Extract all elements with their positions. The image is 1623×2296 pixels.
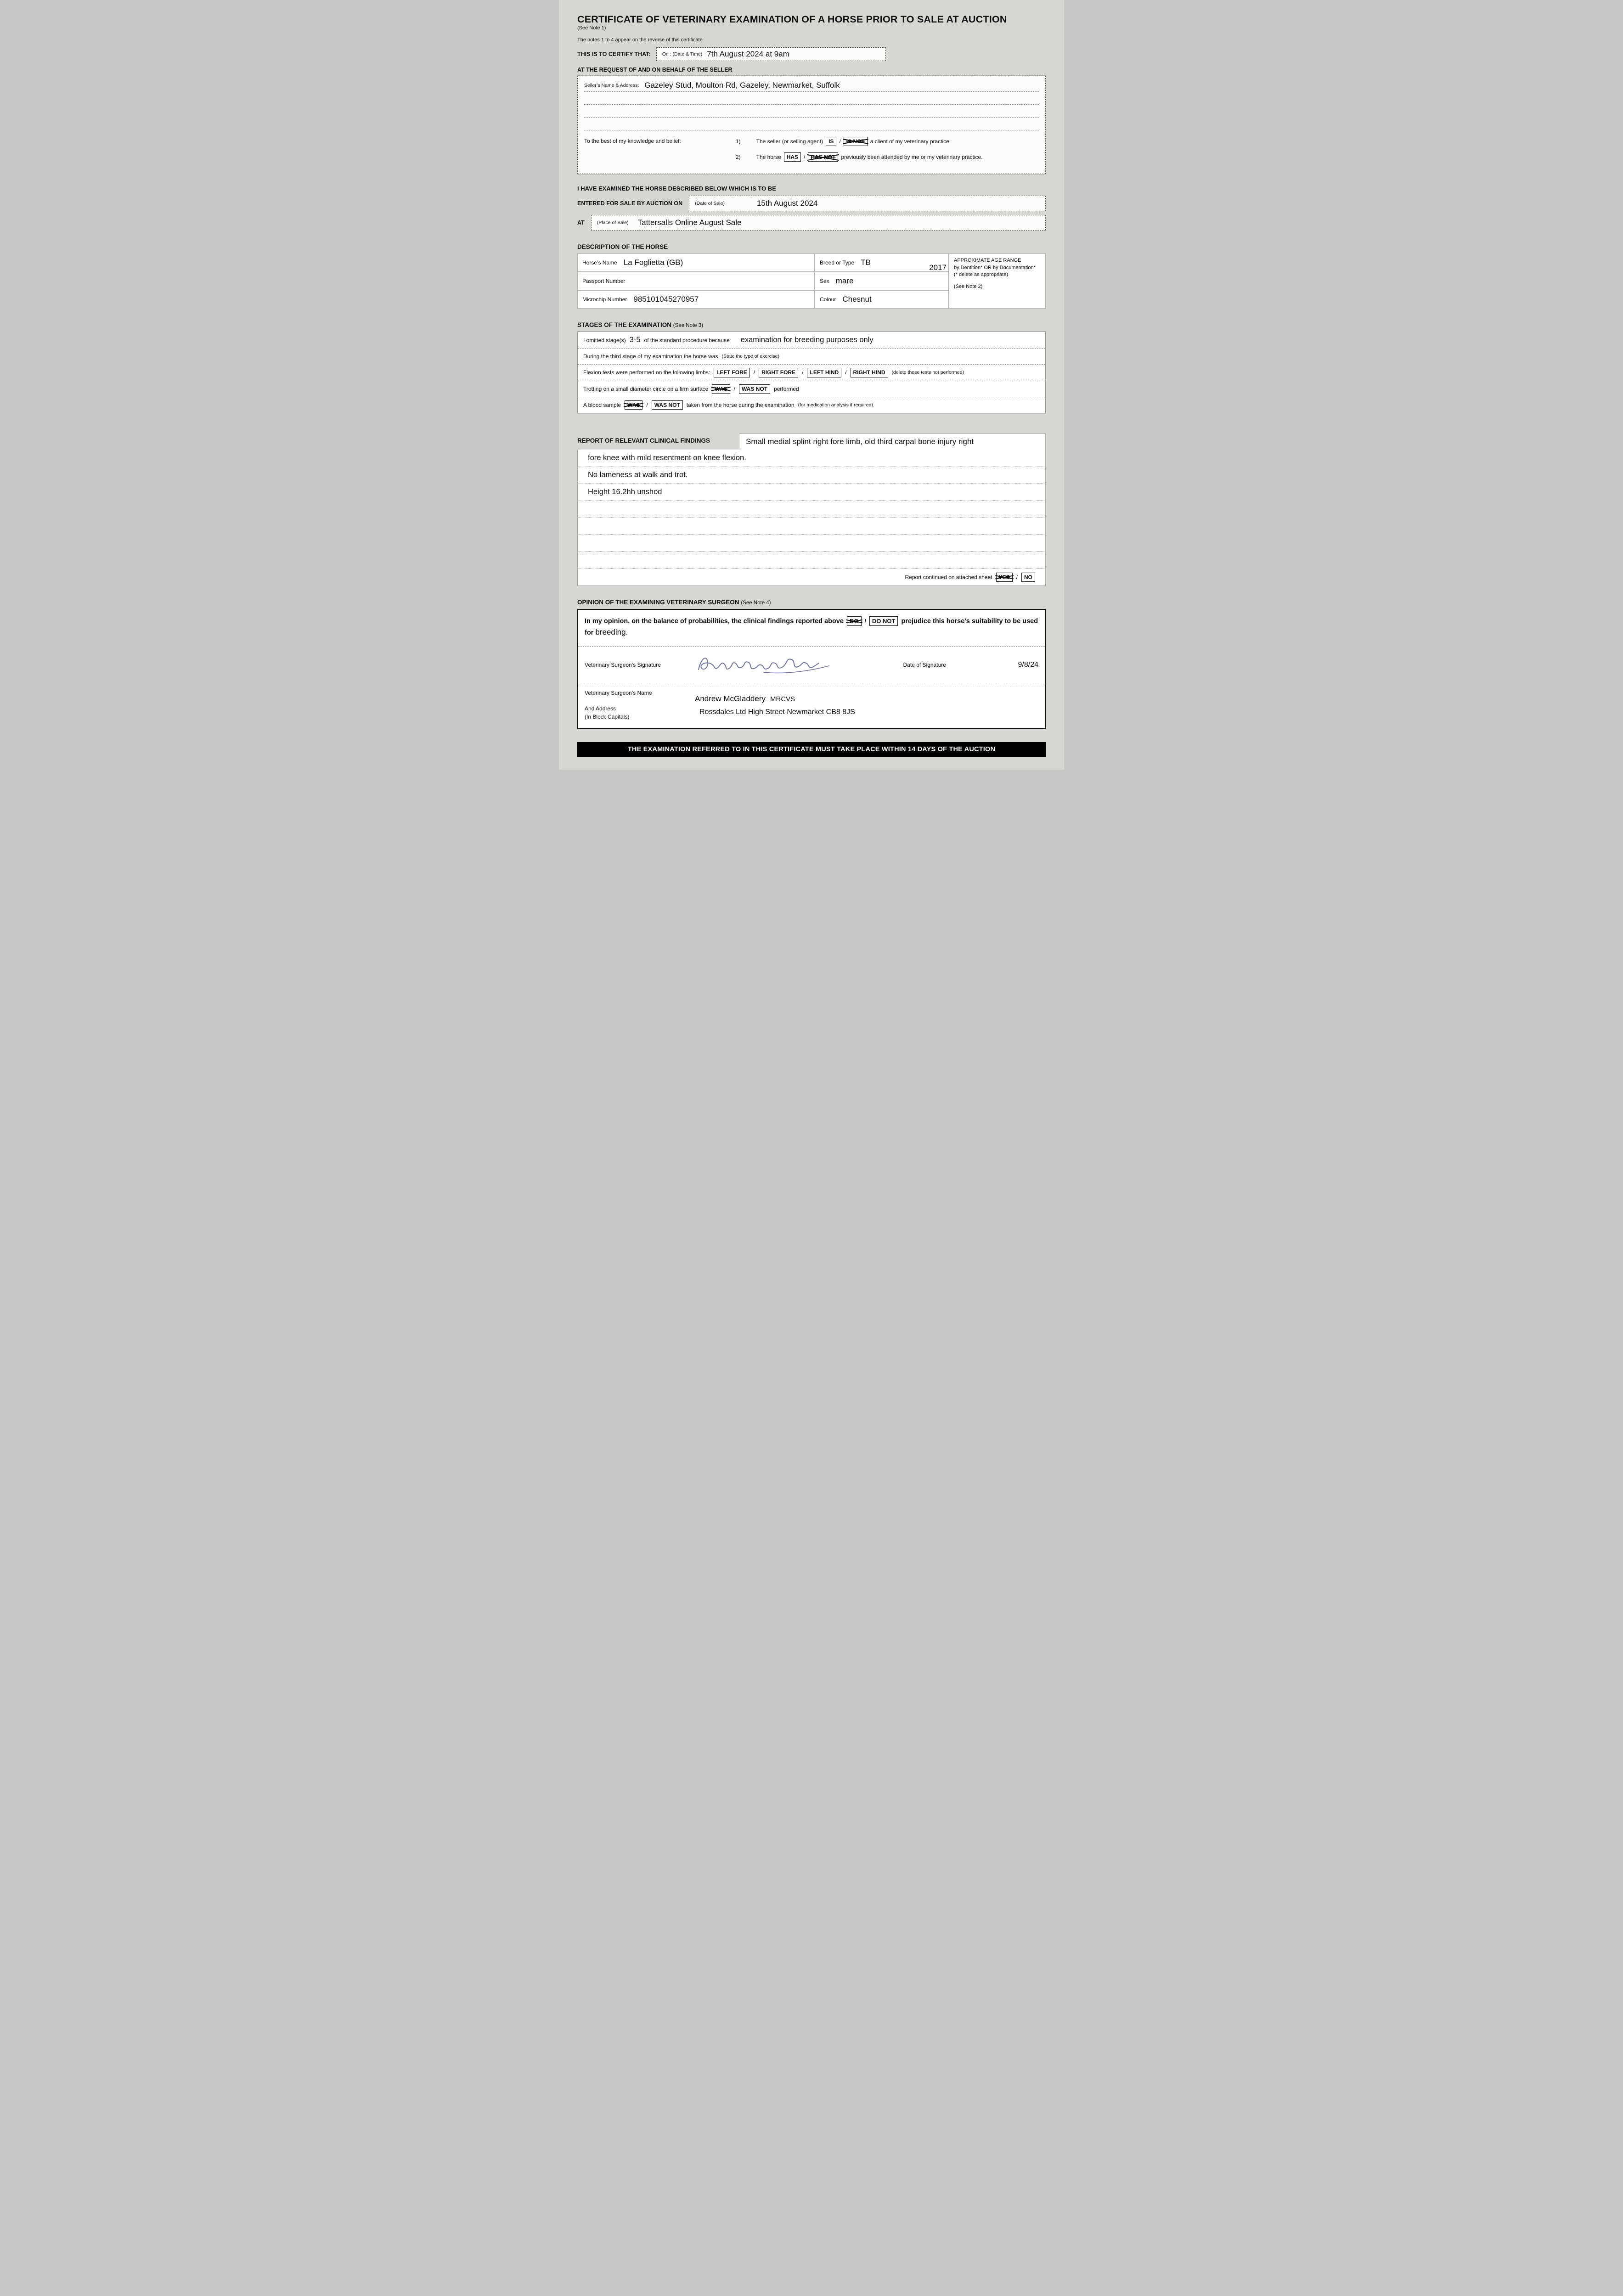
sex-label: Sex	[820, 278, 829, 285]
datetime-label: On : (Date & Time)	[662, 51, 703, 57]
opinion-post: prejudice this horse’s suitability to be used for	[585, 617, 1038, 637]
option-trot-was-struck: WAS	[712, 384, 730, 394]
date-of-sale-label: (Date of Sale)	[695, 201, 725, 207]
findings-line-2: fore knee with mild resentment on knee flexion.	[588, 453, 746, 462]
surgeon-address-label: And Address	[585, 705, 616, 712]
stages-heading-text: STAGES OF THE EXAMINATION	[577, 321, 672, 329]
signature-label: Veterinary Surgeon’s Signature	[585, 662, 661, 669]
stages-box	[577, 332, 1046, 413]
stages-heading	[577, 321, 1046, 328]
flexion-pre: Flexion tests were performed on the following limbs:	[583, 369, 710, 376]
option-separator: /	[753, 369, 755, 376]
belief-items	[736, 137, 1039, 168]
findings-line-7	[578, 535, 1045, 551]
opinion-pre: In my opinion, on the balance of probabilities, the clinical findings reported above	[585, 617, 844, 625]
belief-item-2-text	[756, 152, 983, 162]
option-is: IS	[826, 137, 836, 146]
option-left-hind: LEFT HIND	[807, 368, 841, 377]
surgeon-name-label: Veterinary Surgeon’s Name	[585, 689, 652, 696]
see-note-1: (See Note 1)	[577, 25, 606, 31]
date-of-signature-label: Date of Signature	[903, 662, 946, 669]
option-blood-was-not: WAS NOT	[652, 400, 683, 410]
horse-name-value: La Foglietta (GB)	[623, 258, 683, 267]
surgeon-name-row	[578, 684, 1045, 728]
year-value: 2017	[929, 263, 947, 272]
belief-section	[584, 137, 1039, 168]
option-separator: /	[733, 385, 736, 392]
omitted-pre: I omitted stage(s)	[583, 337, 626, 343]
passport-cell	[578, 272, 814, 290]
notes-line: The notes 1 to 4 appear on the reverse of this certificate	[577, 37, 703, 43]
opinion-heading	[577, 599, 1046, 606]
seller-box	[577, 76, 1046, 174]
horse-name-label: Horse’s Name	[582, 259, 617, 266]
trotting-pre: Trotting on a small diameter circle on a firm surface	[583, 385, 709, 392]
colour-label: Colour	[820, 296, 836, 303]
belief-item-1-number: 1)	[736, 138, 741, 145]
belief-item-1-text	[756, 137, 951, 146]
colour-cell	[815, 291, 948, 308]
option-has: HAS	[784, 152, 801, 162]
at-label: AT	[577, 219, 585, 226]
belief-item-1-pre: The seller (or selling agent)	[756, 138, 823, 145]
option-left-fore: LEFT FORE	[714, 368, 750, 377]
footer-notice: THE EXAMINATION REFERRED TO IN THIS CERTIFICATE MUST TAKE PLACE WITHIN 14 DAYS OF THE AUCTION	[577, 742, 1046, 757]
entered-label: ENTERED FOR SALE BY AUCTION ON	[577, 200, 683, 207]
place-of-sale-value: Tattersalls Online August Sale	[637, 218, 742, 227]
option-is-not-struck: IS NOT	[844, 137, 868, 146]
entered-row	[577, 196, 1046, 211]
age-range-method: by Dentition* OR by Documentation*	[954, 264, 1036, 270]
passport-label: Passport Number	[582, 278, 626, 285]
surgeon-name-labels	[585, 689, 695, 721]
option-has-not-struck: HAS NOT	[808, 152, 838, 162]
belief-item-2-pre: The horse	[756, 154, 781, 161]
certify-label: THIS IS TO CERTIFY THAT:	[577, 51, 651, 57]
option-separator: /	[845, 369, 847, 376]
findings-line-1: Small medial splint right fore limb, old third carpal bone injury right	[739, 433, 1046, 450]
option-do-struck: DO	[847, 616, 862, 626]
age-range-see-note: (See Note 2)	[954, 283, 983, 289]
flexion-note: (delete those tests not performed)	[891, 370, 964, 376]
place-of-sale-label: (Place of Sale)	[597, 220, 629, 226]
option-yes-struck: YES	[996, 573, 1013, 582]
opinion-statement	[578, 610, 1045, 647]
findings-line-4: Height 16.2hh unshod	[578, 484, 1045, 501]
findings-first-row	[577, 433, 1046, 450]
datetime-field	[656, 47, 886, 61]
opinion-box	[577, 609, 1046, 729]
opinion-heading-note: (See Note 4)	[741, 600, 771, 606]
surgeon-name-line	[695, 694, 1038, 703]
sex-value: mare	[835, 276, 854, 286]
belief-item-1-post: a client of my veterinary practice.	[870, 138, 951, 145]
horse-name-cell	[578, 254, 814, 271]
findings-heading: REPORT OF RELEVANT CLINICAL FINDINGS	[577, 437, 710, 444]
surgeon-qualification: MRCVS	[770, 695, 795, 703]
findings-line-8	[578, 551, 1045, 568]
breed-label: Breed or Type	[820, 259, 855, 266]
opinion-heading-text: OPINION OF THE EXAMINING VETERINARY SURGEON	[577, 598, 739, 606]
option-right-hind: RIGHT HIND	[851, 368, 888, 377]
microchip-label: Microchip Number	[582, 296, 627, 303]
option-separator: /	[646, 401, 648, 408]
third-stage-note: (State the type of exercise)	[721, 354, 779, 360]
belief-item-2	[736, 152, 1039, 162]
date-of-sale-field	[689, 196, 1046, 211]
third-stage-row	[578, 348, 1045, 364]
surgeon-name-values	[695, 689, 1038, 721]
third-stage-text: During the third stage of my examination the horse was	[583, 353, 718, 360]
request-heading: AT THE REQUEST OF AND ON BEHALF OF THE SELLER	[577, 67, 733, 73]
colour-value: Chesnut	[842, 295, 872, 304]
option-trot-was-not: WAS NOT	[739, 384, 770, 394]
surgeon-address-value: Rossdales Ltd High Street Newmarket CB8 8JS	[699, 708, 855, 716]
trotting-row	[578, 381, 1045, 397]
seller-name-row	[584, 79, 1039, 92]
certify-row	[577, 47, 1046, 61]
date-of-signature	[903, 661, 1038, 669]
option-blood-was-struck: WAS	[625, 400, 642, 410]
report-continued-label: Report continued on attached sheet	[905, 574, 992, 580]
omitted-mid: of the standard procedure because	[644, 337, 730, 343]
seller-label: Seller’s Name & Address:	[584, 82, 639, 88]
age-range-delete-note: (* delete as appropriate)	[954, 272, 1009, 278]
address-line-empty	[584, 92, 1039, 105]
trotting-post: performed	[774, 385, 799, 392]
age-range-heading: APPROXIMATE AGE RANGE	[954, 258, 1021, 264]
description-table	[577, 253, 1046, 309]
findings-section	[577, 433, 1046, 586]
findings-body	[577, 450, 1046, 586]
belief-item-1	[736, 137, 1039, 146]
findings-line-5	[578, 501, 1045, 518]
description-heading: DESCRIPTION OF THE HORSE	[577, 243, 668, 251]
option-separator: /	[839, 138, 841, 145]
option-no: NO	[1021, 573, 1035, 582]
certificate-page	[559, 0, 1064, 770]
findings-line-6	[578, 518, 1045, 535]
option-separator: /	[804, 154, 806, 161]
option-do-not: DO NOT	[869, 616, 898, 626]
belief-item-2-post: previously been attended by me or my veterinary practice.	[841, 154, 983, 161]
option-separator: /	[864, 618, 866, 625]
blood-post: taken from the horse during the examination	[686, 401, 795, 408]
option-separator: /	[1016, 574, 1018, 580]
belief-item-2-number: 2)	[736, 154, 741, 161]
breed-cell	[815, 254, 948, 271]
blood-pre: A blood sample	[583, 401, 621, 408]
signature-svg	[695, 650, 833, 678]
breed-value: TB	[861, 258, 871, 267]
page-title: CERTIFICATE OF VETERINARY EXAMINATION OF A HORSE PRIOR TO SALE AT AUCTION	[577, 14, 1007, 25]
signature-row	[578, 647, 1045, 684]
date-of-signature-value: 9/8/24	[1018, 661, 1038, 669]
belief-label: To the best of my knowledge and belief:	[584, 138, 681, 144]
surgeon-name-value: Andrew McGladdery	[695, 694, 766, 703]
opinion-purpose-value: breeding.	[595, 628, 628, 637]
signature-image	[695, 650, 903, 680]
omitted-stages-row	[578, 332, 1045, 348]
option-separator: /	[802, 369, 804, 376]
omitted-reason-value: examination for breeding purposes only	[740, 336, 873, 344]
examined-line: I HAVE EXAMINED THE HORSE DESCRIBED BELOW WHICH IS TO BE	[577, 185, 776, 192]
sex-cell	[815, 272, 948, 290]
flexion-row	[578, 364, 1045, 380]
option-right-fore: RIGHT FORE	[759, 368, 798, 377]
place-of-sale-field	[591, 215, 1046, 231]
address-line-empty	[584, 118, 1039, 130]
stages-heading-note: (See Note 3)	[673, 323, 703, 329]
seller-value: Gazeley Stud, Moulton Rd, Gazeley, Newmarket, Suffolk	[644, 80, 840, 90]
address-line-empty	[584, 105, 1039, 118]
findings-line-3: No lameness at walk and trot.	[578, 467, 1045, 484]
age-range-cell	[949, 254, 1045, 308]
place-row	[577, 215, 1046, 231]
blood-note: (for medication analysis if required).	[798, 402, 874, 408]
datetime-value: 7th August 2024 at 9am	[707, 50, 789, 58]
omitted-stages-value: 3-5	[629, 336, 641, 344]
surgeon-address-caps-label: (In Block Capitals)	[585, 713, 630, 720]
blood-sample-row	[578, 397, 1045, 413]
report-continued-row	[578, 568, 1045, 585]
date-of-sale-value: 15th August 2024	[756, 199, 818, 208]
microchip-value: 985101045270957	[633, 295, 699, 304]
microchip-cell	[578, 291, 814, 308]
